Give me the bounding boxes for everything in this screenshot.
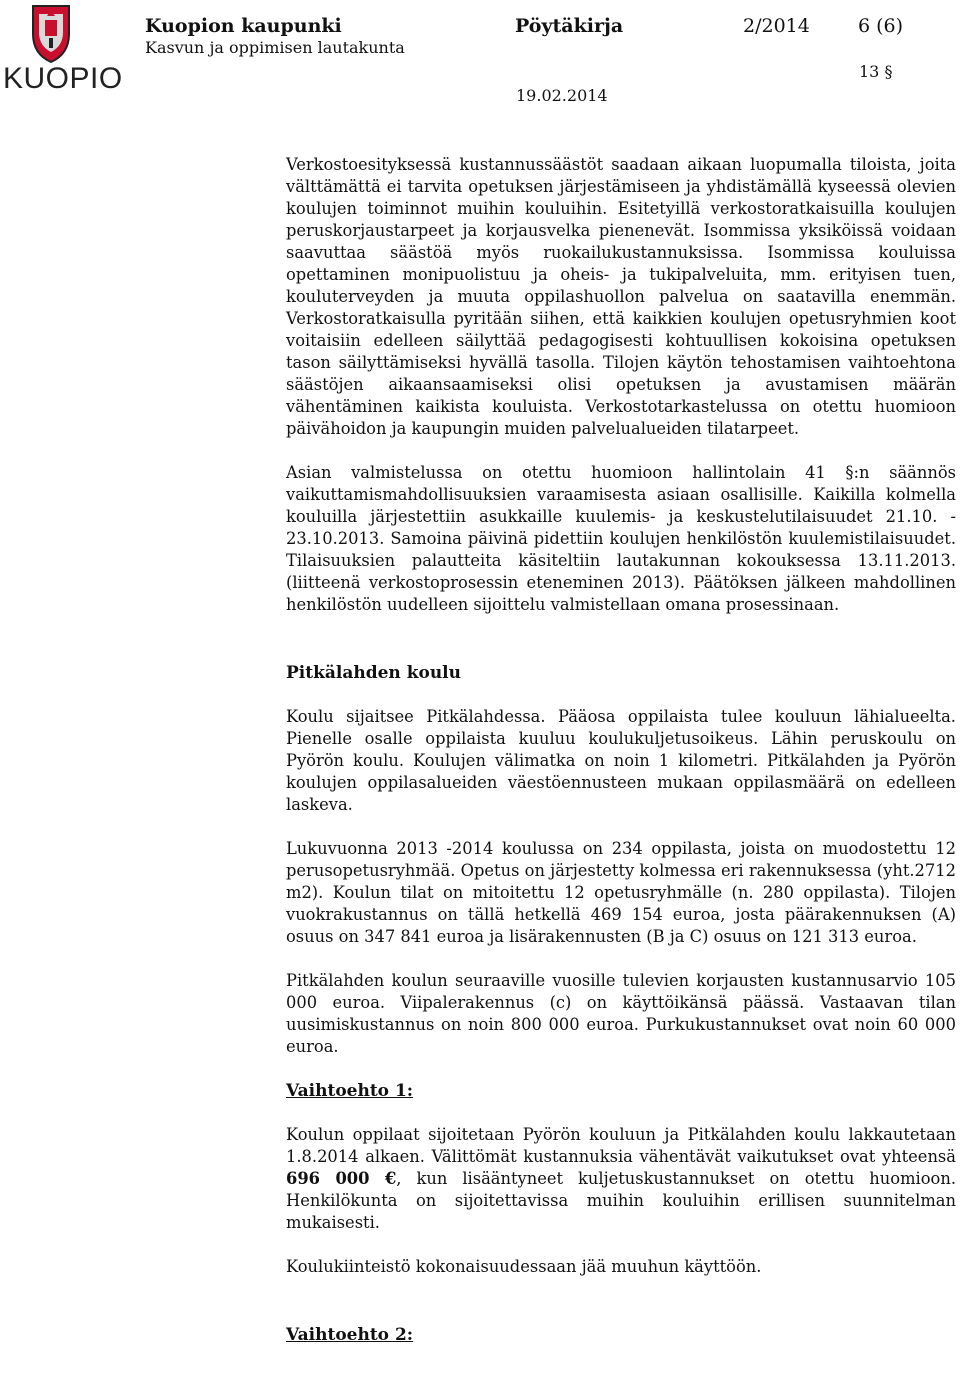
- paragraph-hearings: Asian valmistelussa on otettu huomioon hallintolain 41 §:n säännös vaikuttamismahdollisuuksien varaamisesta asiaan osallisille. Kaikilla kolmella kouluilla järjestettiin asukkaille kuulemis- ja keskustelutilaisuudet 21.10. - 23.10.2013. Samoina päivinä pidettiin koulujen henkilöstön kuulemistilaisuudet. Tilaisuuksien palautteita käsiteltiin lautakunnan kokouksessa 13.11.2013. (liitteenä verkostoprosessin eteneminen 2013). Päätöksen jälkeen mahdollinen henkilöstön uudelleen sijoittelu valmistellaan omana prosessinaan.: [286, 463, 956, 614]
- paragraph-option-1: [286, 1124, 956, 1234]
- document-body: [286, 154, 956, 1346]
- paragraph-school-stats: Lukuvuonna 2013 -2014 koulussa on 234 oppilasta, joista on muodostettu 12 perusopetusryhmää. Opetus on järjestetty kolmessa eri rakennuksessa (yht.2712 m2). Koulun tilat on mitoitettu 12 opetusryhmälle (n. 280 oppilasta). Tilojen vuokrakustannus on tällä hetkellä 469 154 euroa, josta päärakennuksen (A) osuus on 347 841 euroa ja lisärakennusten (B ja C) osuus on 121 313 euroa.: [286, 839, 956, 946]
- meeting-date: 19.02.2014: [516, 86, 608, 105]
- paragraph-school-location: Koulu sijaitsee Pitkälahdessa. Pääosa oppilaista tulee kouluun lähialueelta. Pienelle osalle oppilaista kuuluu koulukuljetusoikeus. Lähin peruskoulu on Pyörön koulu. Koulujen välimatka on noin 1 kilometri. Pitkälahden ja Pyörön koulujen oppilasalueiden väestöennusteen mukaan oppilasmäärä on edelleen laskeva.: [286, 707, 956, 814]
- document-number: 2/2014: [743, 15, 810, 37]
- paragraph-repair-costs: Pitkälahden koulun seuraaville vuosille tulevien korjausten kustannusarvio 105 000 euroa. Viipalerakennus (c) on käyttöikänsä päässä. Vastaavan tilan uusimiskustannus on noin 800 000 euroa. Purkukustannukset ovat noin 60 000 euroa.: [286, 971, 956, 1056]
- savings-amount: 696 000 €: [286, 1169, 397, 1188]
- option-1-heading: Vaihtoehto 1:: [286, 1081, 414, 1101]
- paragraph-network-savings: Verkostoesityksessä kustannussäästöt saadaan aikaan luopumalla tiloista, joita välttämättä ei tarvita opetuksen järjestämiseen ja yhdistämällä kyseessä olevien koulujen toiminnot muihin kouluihin. Esitetyillä verkostoratkaisuilla koulujen peruskorjaustarpeet ja korjausvelka pienenevät. Isommissa yksiköissä voidaan saavuttaa säästöä myös ruokailukustannuksissa. Isommissa kouluissa opettaminen monipuolistuu ja oheis- ja tukipalveluita, mm. erityisen tuen, kouluterveyden ja muuta oppilashuollon palvelua on saatavilla enemmän. Verkostoratkaisulla pyritään siihen, että kaikkien koulujen opetusryhmien koot voitaisiin edelleen säilyttää pedagogisesti kohtuullisen kokoisina opetuksen tason säilyttämiseksi hyvällä tasolla. Tilojen käytön tehostamisen vaihtoehtona säästöjen aikaansaamiseksi olisi opetuksen ja avustamisen määrän vähentäminen kaikista kouluista. Verkostotarkastelussa on otettu huomioon päivähoidon ja kaupungin muiden palvelualueiden tilatarpeet.: [286, 155, 956, 438]
- coat-of-arms-icon: [3, 4, 99, 64]
- organization-name: Kuopion kaupunki: [145, 15, 342, 37]
- kuopio-logo: [3, 4, 123, 96]
- section-number: 13 §: [859, 62, 893, 81]
- option-1-text-end: , kun lisääntyneet kuljetuskustannukset on otettu huomioon. Henkilökunta on sijoitettavissa muihin kouluihin erillisen suunnitelman mukaisesti.: [286, 1169, 956, 1232]
- department-name: Kasvun ja oppimisen lautakunta: [145, 38, 405, 57]
- school-heading: Pitkälahden koulu: [286, 663, 461, 683]
- logo-wordmark: KUOPIO: [3, 62, 123, 95]
- option-2-heading: Vaihtoehto 2:: [286, 1325, 414, 1345]
- page-count: 6 (6): [858, 15, 904, 37]
- paragraph-property-use: Koulukiinteistö kokonaisuudessaan jää muuhun käyttöön.: [286, 1257, 762, 1276]
- option-1-text-start: Koulun oppilaat sijoitetaan Pyörön kouluun ja Pitkälahden koulu lakkautetaan 1.8.2014 alkaen. Välittömät kustannuksia vähentävät vaikutukset ovat yhteensä: [286, 1125, 956, 1166]
- document-type: Pöytäkirja: [515, 15, 624, 37]
